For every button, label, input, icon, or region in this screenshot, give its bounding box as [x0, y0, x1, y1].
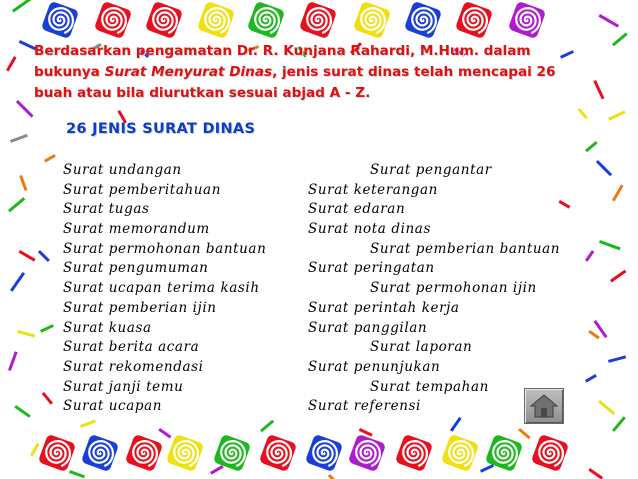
list-item: Surat panggilan: [308, 319, 428, 336]
confetti-streamer: [559, 200, 571, 209]
spiral-rose-decoration: [395, 434, 433, 472]
list-item: Surat keterangan: [308, 181, 438, 198]
list-item: Surat penunjukan: [308, 358, 441, 375]
confetti-streamer: [80, 420, 96, 428]
book-title: Surat Menyurat Dinas: [104, 64, 273, 80]
list-item: Surat janji temu: [63, 378, 184, 395]
confetti-streamer: [19, 250, 36, 262]
home-button[interactable]: [524, 388, 564, 424]
spiral-rose-decoration: [531, 434, 569, 472]
list-item: Surat berita acara: [63, 339, 200, 356]
confetti-streamer: [14, 405, 30, 418]
list-item: Surat peringatan: [308, 260, 435, 277]
confetti-streamer: [612, 184, 624, 201]
spiral-rose-decoration: [166, 434, 204, 472]
spiral-rose-decoration: [305, 434, 343, 472]
confetti-streamer: [10, 134, 28, 143]
confetti-streamer: [599, 14, 620, 28]
list-item: Surat permohonan ijin: [370, 280, 537, 297]
intro-line-2: [34, 62, 594, 83]
intro-paragraph: [34, 41, 594, 104]
list-heading: 26 JENIS SURAT DINAS: [66, 121, 256, 137]
confetti-streamer: [585, 250, 594, 262]
confetti-streamer: [610, 270, 626, 283]
spiral-rose-decoration: [353, 1, 391, 39]
confetti-streamer: [8, 351, 18, 371]
spiral-rose-decoration: [299, 1, 337, 39]
confetti-streamer: [8, 197, 25, 212]
intro-line-3: buah atau bila diurutkan sesuai abjad A - Z.: [34, 85, 371, 101]
spiral-rose-decoration: [259, 434, 297, 472]
list-item: Surat rekomendasi: [63, 358, 204, 375]
spiral-rose-decoration: [348, 434, 386, 472]
confetti-streamer: [450, 417, 462, 432]
list-item: Surat tempahan: [370, 378, 489, 395]
confetti-streamer: [44, 154, 56, 163]
list-item: Surat pemberian ijin: [63, 299, 217, 316]
confetti-streamer: [585, 141, 598, 152]
intro-line-2-suffix: , jenis surat dinas telah mencapai 26: [272, 64, 556, 80]
spiral-rose-decoration: [213, 434, 251, 472]
spiral-rose-decoration: [41, 1, 79, 39]
list-item: Surat perintah kerja: [308, 299, 460, 316]
confetti-streamer: [16, 100, 34, 118]
list-item: Surat pemberitahuan: [63, 181, 222, 198]
confetti-streamer: [12, 0, 32, 12]
spiral-rose-decoration: [145, 1, 183, 39]
confetti-streamer: [588, 330, 600, 339]
spiral-rose-decoration: [94, 1, 132, 39]
confetti-streamer: [585, 374, 597, 383]
list-item: Surat nota dinas: [308, 221, 431, 238]
confetti-streamer: [328, 474, 341, 479]
confetti-streamer: [518, 428, 531, 439]
list-item: Surat pengumuman: [63, 260, 209, 277]
list-item: Surat pengantar: [370, 162, 492, 178]
confetti-streamer: [578, 108, 588, 119]
confetti-streamer: [608, 110, 626, 120]
confetti-streamer: [17, 330, 35, 338]
spiral-rose-decoration: [441, 434, 479, 472]
confetti-streamer: [608, 355, 626, 363]
left-list: [63, 161, 266, 417]
confetti-streamer: [158, 428, 171, 438]
list-item: Surat edaran: [308, 201, 406, 218]
spiral-rose-decoration: [455, 1, 493, 39]
confetti-streamer: [40, 324, 54, 333]
confetti-streamer: [210, 465, 224, 475]
confetti-streamer: [42, 392, 53, 405]
list-item: Surat permohonan bantuan: [63, 240, 267, 257]
spiral-rose-decoration: [38, 434, 76, 472]
confetti-streamer: [6, 56, 17, 71]
list-item: Surat undangan: [63, 162, 182, 178]
list-item: Surat laporan: [370, 339, 473, 356]
spiral-rose-decoration: [125, 434, 163, 472]
spiral-rose-decoration: [404, 1, 442, 39]
confetti-streamer: [612, 32, 628, 46]
confetti-streamer: [38, 250, 50, 262]
spiral-rose-decoration: [81, 434, 119, 472]
confetti-streamer: [260, 420, 274, 433]
confetti-streamer: [599, 240, 621, 250]
list-item: Surat tugas: [63, 201, 150, 218]
intro-line-2-prefix: bukunya: [34, 64, 105, 80]
list-item: Surat kuasa: [63, 319, 152, 336]
list-item: Surat memorandum: [63, 221, 210, 238]
spiral-rose-decoration: [247, 1, 285, 39]
confetti-streamer: [596, 160, 612, 176]
intro-line-1: Berdasarkan pengamatan Dr. R. Kunjana Rahardi, M.Hum. dalam: [34, 43, 531, 59]
list-item: Surat pemberian bantuan: [370, 240, 561, 257]
spiral-rose-decoration: [508, 1, 546, 39]
confetti-streamer: [593, 80, 604, 99]
list-item: Surat ucapan terima kasih: [63, 280, 260, 297]
confetti-streamer: [598, 400, 615, 415]
confetti-streamer: [588, 468, 603, 479]
confetti-streamer: [19, 175, 27, 191]
confetti-streamer: [10, 272, 25, 292]
confetti-streamer: [69, 470, 85, 478]
confetti-streamer: [612, 416, 626, 432]
right-list: [308, 161, 560, 417]
list-item: Surat referensi: [308, 398, 421, 415]
confetti-streamer: [30, 443, 40, 457]
home-icon: [530, 393, 558, 419]
spiral-rose-decoration: [197, 1, 235, 39]
list-item: Surat ucapan: [63, 398, 163, 415]
confetti-streamer: [480, 464, 494, 473]
